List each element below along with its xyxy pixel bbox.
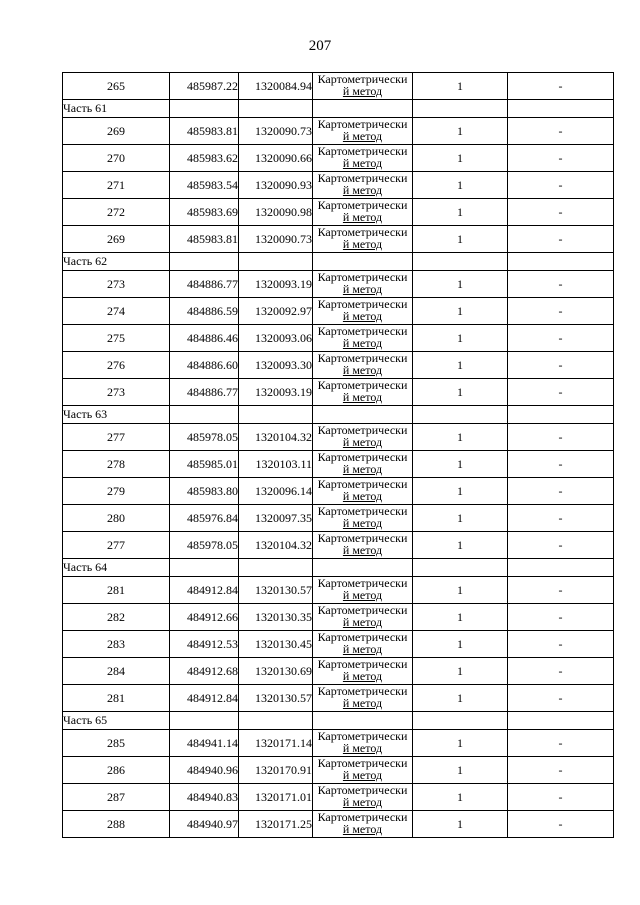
empty-cell <box>413 712 508 730</box>
method-cell <box>313 505 413 532</box>
table-row <box>63 226 614 253</box>
y-coordinate-cell: 1320171.01 <box>239 784 313 811</box>
method-line-1: Картометрически <box>317 657 408 671</box>
part-label: Часть 61 <box>63 100 170 118</box>
empty-cell <box>508 253 614 271</box>
table-row <box>63 505 614 532</box>
method-line-1: Картометрически <box>317 324 408 338</box>
dash-cell: - <box>508 757 614 784</box>
method-line-1: Картометрически <box>317 270 408 284</box>
point-number-cell: 281 <box>63 577 170 604</box>
x-coordinate-cell: 484940.96 <box>170 757 239 784</box>
empty-cell <box>413 406 508 424</box>
table-row <box>63 379 614 406</box>
coordinates-table-body <box>63 73 614 838</box>
dash-cell: - <box>508 73 614 100</box>
method-line-2: й метод <box>342 669 383 683</box>
count-cell: 1 <box>413 352 508 379</box>
method-line-2: й метод <box>342 210 383 224</box>
dash-cell: - <box>508 604 614 631</box>
count-cell: 1 <box>413 757 508 784</box>
method-cell <box>313 325 413 352</box>
table-row <box>63 811 614 838</box>
count-cell: 1 <box>413 658 508 685</box>
method-line-2: й метод <box>342 696 383 710</box>
x-coordinate-cell: 484940.83 <box>170 784 239 811</box>
part-header-row <box>63 559 614 577</box>
table-row <box>63 118 614 145</box>
dash-cell: - <box>508 424 614 451</box>
table-row <box>63 532 614 559</box>
x-coordinate-cell: 485978.05 <box>170 424 239 451</box>
point-number-cell: 286 <box>63 757 170 784</box>
count-cell: 1 <box>413 577 508 604</box>
point-number-cell: 277 <box>63 424 170 451</box>
y-coordinate-cell: 1320130.35 <box>239 604 313 631</box>
method-cell <box>313 604 413 631</box>
method-line-2: й метод <box>342 156 383 170</box>
y-coordinate-cell: 1320130.69 <box>239 658 313 685</box>
method-line-1: Картометрически <box>317 378 408 392</box>
dash-cell: - <box>508 658 614 685</box>
method-line-2: й метод <box>342 516 383 530</box>
method-cell <box>313 478 413 505</box>
method-line-1: Картометрически <box>317 450 408 464</box>
point-number-cell: 273 <box>63 271 170 298</box>
table-row <box>63 298 614 325</box>
method-line-1: Картометрически <box>317 531 408 545</box>
count-cell: 1 <box>413 73 508 100</box>
point-number-cell: 269 <box>63 118 170 145</box>
empty-cell <box>239 712 313 730</box>
dash-cell: - <box>508 298 614 325</box>
part-label: Часть 65 <box>63 712 170 730</box>
count-cell: 1 <box>413 451 508 478</box>
count-cell: 1 <box>413 271 508 298</box>
dash-cell: - <box>508 532 614 559</box>
method-line-1: Картометрически <box>317 630 408 644</box>
point-number-cell: 282 <box>63 604 170 631</box>
table-row <box>63 352 614 379</box>
dash-cell: - <box>508 325 614 352</box>
method-line-1: Картометрически <box>317 297 408 311</box>
count-cell: 1 <box>413 784 508 811</box>
point-number-cell: 269 <box>63 226 170 253</box>
table-row <box>63 451 614 478</box>
count-cell: 1 <box>413 226 508 253</box>
method-cell <box>313 451 413 478</box>
y-coordinate-cell: 1320084.94 <box>239 73 313 100</box>
method-line-1: Картометрически <box>317 351 408 365</box>
method-line-1: Картометрически <box>317 72 408 86</box>
table-row <box>63 478 614 505</box>
x-coordinate-cell: 484912.84 <box>170 577 239 604</box>
method-line-1: Картометрически <box>317 171 408 185</box>
x-coordinate-cell: 485983.81 <box>170 118 239 145</box>
point-number-cell: 279 <box>63 478 170 505</box>
point-number-cell: 276 <box>63 352 170 379</box>
method-line-1: Картометрически <box>317 117 408 131</box>
y-coordinate-cell: 1320090.66 <box>239 145 313 172</box>
x-coordinate-cell: 485978.05 <box>170 532 239 559</box>
method-cell <box>313 685 413 712</box>
dash-cell: - <box>508 172 614 199</box>
y-coordinate-cell: 1320092.97 <box>239 298 313 325</box>
dash-cell: - <box>508 631 614 658</box>
empty-cell <box>508 712 614 730</box>
table-row <box>63 685 614 712</box>
y-coordinate-cell: 1320090.98 <box>239 199 313 226</box>
count-cell: 1 <box>413 685 508 712</box>
x-coordinate-cell: 484886.46 <box>170 325 239 352</box>
count-cell: 1 <box>413 145 508 172</box>
method-cell <box>313 379 413 406</box>
page-number: 207 <box>308 38 332 54</box>
table-row <box>63 757 614 784</box>
x-coordinate-cell: 484941.14 <box>170 730 239 757</box>
count-cell: 1 <box>413 730 508 757</box>
empty-cell <box>413 253 508 271</box>
table-row <box>63 784 614 811</box>
table-row <box>63 199 614 226</box>
x-coordinate-cell: 484886.77 <box>170 271 239 298</box>
method-cell <box>313 199 413 226</box>
count-cell: 1 <box>413 379 508 406</box>
dash-cell: - <box>508 730 614 757</box>
y-coordinate-cell: 1320104.32 <box>239 532 313 559</box>
y-coordinate-cell: 1320093.30 <box>239 352 313 379</box>
dash-cell: - <box>508 451 614 478</box>
table-row <box>63 325 614 352</box>
x-coordinate-cell: 484912.84 <box>170 685 239 712</box>
point-number-cell: 275 <box>63 325 170 352</box>
method-line-2: й метод <box>342 462 383 476</box>
y-coordinate-cell: 1320170.91 <box>239 757 313 784</box>
x-coordinate-cell: 485976.84 <box>170 505 239 532</box>
empty-cell <box>508 559 614 577</box>
empty-cell <box>170 406 239 424</box>
method-line-2: й метод <box>342 795 383 809</box>
count-cell: 1 <box>413 604 508 631</box>
method-cell <box>313 145 413 172</box>
method-line-2: й метод <box>342 615 383 629</box>
method-cell <box>313 784 413 811</box>
part-header-row <box>63 712 614 730</box>
table-row <box>63 73 614 100</box>
method-cell <box>313 730 413 757</box>
method-cell <box>313 532 413 559</box>
dash-cell: - <box>508 271 614 298</box>
table-row <box>63 604 614 631</box>
method-line-1: Картометрически <box>317 783 408 797</box>
method-line-1: Картометрически <box>317 576 408 590</box>
y-coordinate-cell: 1320090.73 <box>239 226 313 253</box>
x-coordinate-cell: 484886.60 <box>170 352 239 379</box>
dash-cell: - <box>508 811 614 838</box>
method-line-1: Картометрически <box>317 603 408 617</box>
dash-cell: - <box>508 505 614 532</box>
method-cell <box>313 658 413 685</box>
method-line-1: Картометрически <box>317 810 408 824</box>
y-coordinate-cell: 1320093.19 <box>239 379 313 406</box>
empty-cell <box>313 100 413 118</box>
x-coordinate-cell: 485983.62 <box>170 145 239 172</box>
method-line-2: й метод <box>342 543 383 557</box>
empty-cell <box>170 559 239 577</box>
count-cell: 1 <box>413 199 508 226</box>
y-coordinate-cell: 1320171.25 <box>239 811 313 838</box>
y-coordinate-cell: 1320130.57 <box>239 685 313 712</box>
x-coordinate-cell: 485987.22 <box>170 73 239 100</box>
table-row <box>63 172 614 199</box>
y-coordinate-cell: 1320093.19 <box>239 271 313 298</box>
count-cell: 1 <box>413 532 508 559</box>
method-cell <box>313 631 413 658</box>
dash-cell: - <box>508 199 614 226</box>
coordinates-table <box>62 72 614 838</box>
method-cell <box>313 811 413 838</box>
part-header-row <box>63 253 614 271</box>
table-row <box>63 730 614 757</box>
dash-cell: - <box>508 685 614 712</box>
y-coordinate-cell: 1320090.93 <box>239 172 313 199</box>
x-coordinate-cell: 484912.68 <box>170 658 239 685</box>
part-label: Часть 63 <box>63 406 170 424</box>
dash-cell: - <box>508 379 614 406</box>
y-coordinate-cell: 1320093.06 <box>239 325 313 352</box>
dash-cell: - <box>508 118 614 145</box>
method-line-2: й метод <box>342 489 383 503</box>
x-coordinate-cell: 485983.54 <box>170 172 239 199</box>
count-cell: 1 <box>413 118 508 145</box>
point-number-cell: 283 <box>63 631 170 658</box>
y-coordinate-cell: 1320097.35 <box>239 505 313 532</box>
x-coordinate-cell: 484912.66 <box>170 604 239 631</box>
point-number-cell: 284 <box>63 658 170 685</box>
method-line-2: й метод <box>342 237 383 251</box>
point-number-cell: 285 <box>63 730 170 757</box>
y-coordinate-cell: 1320090.73 <box>239 118 313 145</box>
method-line-1: Картометрически <box>317 477 408 491</box>
method-cell <box>313 298 413 325</box>
empty-cell <box>313 253 413 271</box>
count-cell: 1 <box>413 172 508 199</box>
method-line-1: Картометрически <box>317 504 408 518</box>
point-number-cell: 278 <box>63 451 170 478</box>
empty-cell <box>239 559 313 577</box>
x-coordinate-cell: 485983.69 <box>170 199 239 226</box>
y-coordinate-cell: 1320171.14 <box>239 730 313 757</box>
y-coordinate-cell: 1320104.32 <box>239 424 313 451</box>
empty-cell <box>239 100 313 118</box>
method-line-1: Картометрически <box>317 198 408 212</box>
point-number-cell: 272 <box>63 199 170 226</box>
method-cell <box>313 73 413 100</box>
table-row <box>63 658 614 685</box>
x-coordinate-cell: 484886.59 <box>170 298 239 325</box>
empty-cell <box>413 100 508 118</box>
dash-cell: - <box>508 352 614 379</box>
x-coordinate-cell: 484886.77 <box>170 379 239 406</box>
table-row <box>63 271 614 298</box>
method-line-2: й метод <box>342 84 383 98</box>
empty-cell <box>170 712 239 730</box>
point-number-cell: 288 <box>63 811 170 838</box>
method-cell <box>313 424 413 451</box>
count-cell: 1 <box>413 505 508 532</box>
method-cell <box>313 577 413 604</box>
method-line-2: й метод <box>342 435 383 449</box>
count-cell: 1 <box>413 478 508 505</box>
method-line-2: й метод <box>342 390 383 404</box>
count-cell: 1 <box>413 424 508 451</box>
empty-cell <box>313 712 413 730</box>
point-number-cell: 271 <box>63 172 170 199</box>
method-line-1: Картометрически <box>317 684 408 698</box>
count-cell: 1 <box>413 325 508 352</box>
point-number-cell: 287 <box>63 784 170 811</box>
point-number-cell: 273 <box>63 379 170 406</box>
method-cell <box>313 172 413 199</box>
method-line-2: й метод <box>342 822 383 836</box>
y-coordinate-cell: 1320096.14 <box>239 478 313 505</box>
x-coordinate-cell: 485985.01 <box>170 451 239 478</box>
point-number-cell: 280 <box>63 505 170 532</box>
x-coordinate-cell: 485983.81 <box>170 226 239 253</box>
table-row <box>63 145 614 172</box>
method-line-1: Картометрически <box>317 756 408 770</box>
empty-cell <box>508 406 614 424</box>
x-coordinate-cell: 484912.53 <box>170 631 239 658</box>
table-row <box>63 577 614 604</box>
method-cell <box>313 226 413 253</box>
table-row <box>63 424 614 451</box>
method-line-1: Картометрически <box>317 144 408 158</box>
method-line-2: й метод <box>342 183 383 197</box>
point-number-cell: 281 <box>63 685 170 712</box>
empty-cell <box>239 253 313 271</box>
part-label: Часть 62 <box>63 253 170 271</box>
dash-cell: - <box>508 577 614 604</box>
method-line-1: Картометрически <box>317 225 408 239</box>
dash-cell: - <box>508 478 614 505</box>
empty-cell <box>170 253 239 271</box>
empty-cell <box>508 100 614 118</box>
empty-cell <box>313 559 413 577</box>
y-coordinate-cell: 1320130.57 <box>239 577 313 604</box>
empty-cell <box>313 406 413 424</box>
method-line-2: й метод <box>342 309 383 323</box>
empty-cell <box>413 559 508 577</box>
dash-cell: - <box>508 784 614 811</box>
point-number-cell: 270 <box>63 145 170 172</box>
point-number-cell: 265 <box>63 73 170 100</box>
point-number-cell: 274 <box>63 298 170 325</box>
count-cell: 1 <box>413 631 508 658</box>
method-cell <box>313 757 413 784</box>
method-line-2: й метод <box>342 642 383 656</box>
part-header-row <box>63 406 614 424</box>
count-cell: 1 <box>413 298 508 325</box>
method-cell <box>313 118 413 145</box>
method-line-2: й метод <box>342 363 383 377</box>
part-label: Часть 64 <box>63 559 170 577</box>
x-coordinate-cell: 485983.80 <box>170 478 239 505</box>
method-line-2: й метод <box>342 336 383 350</box>
method-line-1: Картометрически <box>317 423 408 437</box>
empty-cell <box>170 100 239 118</box>
empty-cell <box>239 406 313 424</box>
part-header-row <box>63 100 614 118</box>
y-coordinate-cell: 1320103.11 <box>239 451 313 478</box>
method-line-2: й метод <box>342 129 383 143</box>
method-cell <box>313 271 413 298</box>
count-cell: 1 <box>413 811 508 838</box>
method-line-2: й метод <box>342 588 383 602</box>
y-coordinate-cell: 1320130.45 <box>239 631 313 658</box>
dash-cell: - <box>508 226 614 253</box>
method-line-2: й метод <box>342 741 383 755</box>
method-line-2: й метод <box>342 768 383 782</box>
x-coordinate-cell: 484940.97 <box>170 811 239 838</box>
method-line-2: й метод <box>342 282 383 296</box>
dash-cell: - <box>508 145 614 172</box>
point-number-cell: 277 <box>63 532 170 559</box>
method-cell <box>313 352 413 379</box>
table-row <box>63 631 614 658</box>
method-line-1: Картометрически <box>317 729 408 743</box>
